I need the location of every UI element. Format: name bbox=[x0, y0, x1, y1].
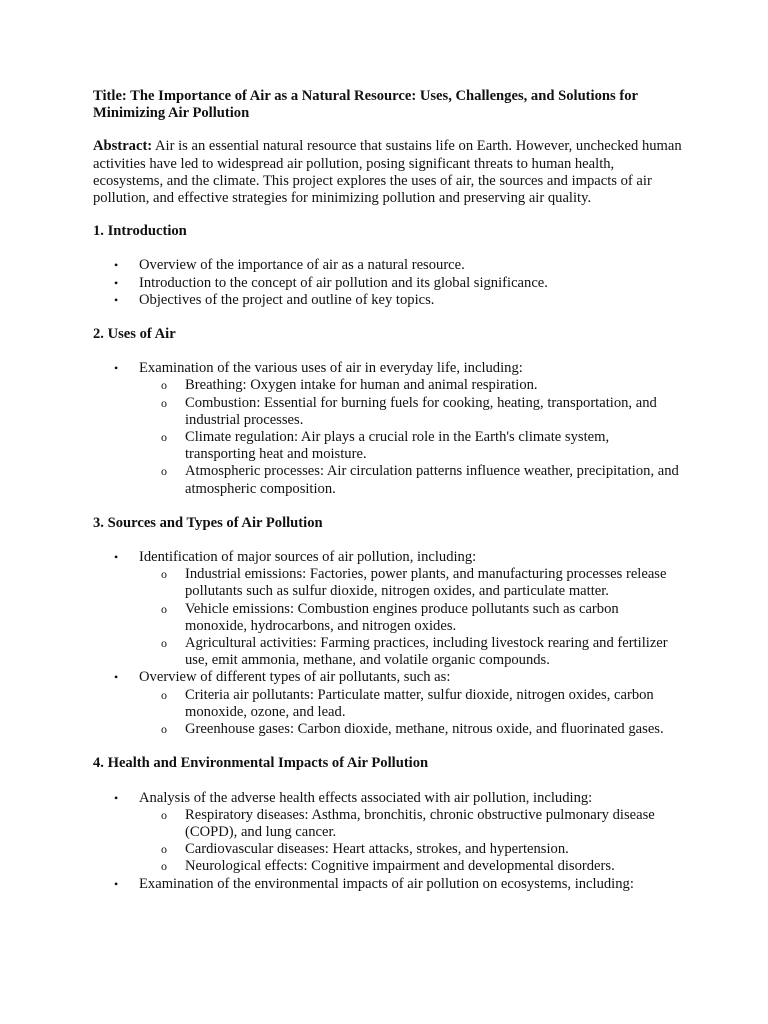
section-heading: 4. Health and Environmental Impacts of Air Pollution bbox=[93, 755, 429, 772]
sub-list-item-text: Agricultural activities: Farming practices, including livestock rearing and fertilizer use, emit ammonia, methane, and volatile organic compounds. bbox=[185, 635, 668, 669]
circle-bullet-icon: o bbox=[161, 464, 167, 479]
sub-list-item bbox=[139, 841, 683, 858]
section-heading: 2. Uses of Air bbox=[93, 326, 176, 343]
sub-bullet-list bbox=[139, 566, 683, 669]
abstract-text: Air is an essential natural resource that sustains life on Earth. However, unchecked human activities have led to widespread air pollution, posing significant threats to human health, ecosystems, and the climate. This project explores the uses of air, the sources and impacts of air pollution, and effective strategies for minimizing pollution and preserving air quality. bbox=[93, 138, 682, 207]
list-item bbox=[93, 790, 683, 876]
circle-bullet-icon: o bbox=[161, 378, 167, 393]
sub-bullet-list bbox=[139, 687, 683, 739]
abstract-label: Abstract: bbox=[93, 138, 153, 155]
sub-list-item bbox=[139, 463, 683, 497]
sub-list-item bbox=[139, 687, 683, 721]
abstract-paragraph bbox=[93, 138, 683, 207]
list-item-text: Overview of the importance of air as a natural resource. bbox=[139, 257, 465, 274]
circle-bullet-icon: o bbox=[161, 636, 167, 651]
list-item-text: Analysis of the adverse health effects associated with air pollution, including: bbox=[139, 789, 593, 806]
list-item bbox=[93, 257, 683, 274]
list-item bbox=[93, 292, 683, 309]
circle-bullet-icon: o bbox=[161, 567, 167, 582]
list-item-text: Examination of the various uses of air in everyday life, including: bbox=[139, 360, 523, 377]
sub-list-item bbox=[139, 601, 683, 635]
bullet-icon: • bbox=[114, 876, 119, 891]
sub-list-item bbox=[139, 429, 683, 463]
bullet-icon: • bbox=[114, 258, 119, 273]
sections-container bbox=[93, 223, 683, 893]
section-heading: 3. Sources and Types of Air Pollution bbox=[93, 514, 323, 531]
circle-bullet-icon: o bbox=[161, 859, 167, 874]
sub-list-item-text: Cardiovascular diseases: Heart attacks, strokes, and hypertension. bbox=[185, 841, 569, 858]
sub-list-item-text: Neurological effects: Cognitive impairment and developmental disorders. bbox=[185, 858, 615, 875]
circle-bullet-icon: o bbox=[161, 601, 167, 616]
list-item-text: Objectives of the project and outline of key topics. bbox=[139, 291, 435, 308]
sub-list-item-text: Vehicle emissions: Combustion engines produce pollutants such as carbon monoxide, hydrocarbons, and nitrogen oxides. bbox=[185, 600, 619, 634]
sub-list-item bbox=[139, 377, 683, 394]
circle-bullet-icon: o bbox=[161, 687, 167, 702]
bullet-list bbox=[93, 360, 683, 498]
sub-bullet-list bbox=[139, 807, 683, 876]
sub-list-item bbox=[139, 395, 683, 429]
circle-bullet-icon: o bbox=[161, 395, 167, 410]
list-item-text: Examination of the environmental impacts of air pollution on ecosystems, including: bbox=[139, 875, 634, 892]
document-title: Title: The Importance of Air as a Natural Resource: Uses, Challenges, and Solutions for Minimizing Air Pollution bbox=[93, 88, 638, 122]
sub-list-item-text: Combustion: Essential for burning fuels for cooking, heating, transportation, and industrial processes. bbox=[185, 394, 657, 428]
sub-list-item bbox=[139, 635, 683, 669]
sub-list-item bbox=[139, 858, 683, 875]
sub-list-item-text: Respiratory diseases: Asthma, bronchitis, chronic obstructive pulmonary disease (COPD), and lung cancer. bbox=[185, 806, 655, 840]
circle-bullet-icon: o bbox=[161, 807, 167, 822]
bullet-icon: • bbox=[114, 292, 119, 307]
list-item bbox=[93, 876, 683, 893]
sub-list-item bbox=[139, 566, 683, 600]
sub-list-item-text: Breathing: Oxygen intake for human and animal respiration. bbox=[185, 377, 538, 394]
circle-bullet-icon: o bbox=[161, 722, 167, 737]
sub-list-item bbox=[139, 807, 683, 841]
list-item-text: Identification of major sources of air pollution, including: bbox=[139, 549, 477, 566]
bullet-icon: • bbox=[114, 361, 119, 376]
list-item bbox=[93, 549, 683, 669]
document-page bbox=[93, 88, 683, 910]
sub-list-item-text: Climate regulation: Air plays a crucial role in the Earth's climate system, transporting heat and moisture. bbox=[185, 429, 610, 463]
list-item bbox=[93, 275, 683, 292]
list-item bbox=[93, 669, 683, 738]
sub-list-item-text: Criteria air pollutants: Particulate matter, sulfur dioxide, nitrogen oxides, carbon monoxide, ozone, and lead. bbox=[185, 686, 654, 720]
bullet-icon: • bbox=[114, 550, 119, 565]
bullet-list bbox=[93, 790, 683, 893]
bullet-icon: • bbox=[114, 790, 119, 805]
section-heading: 1. Introduction bbox=[93, 223, 187, 240]
list-item-text: Overview of different types of air pollutants, such as: bbox=[139, 669, 451, 686]
bullet-list bbox=[93, 549, 683, 738]
list-item bbox=[93, 360, 683, 498]
sub-list-item-text: Atmospheric processes: Air circulation patterns influence weather, precipitation, and atmospheric composition. bbox=[185, 463, 679, 497]
bullet-icon: • bbox=[114, 670, 119, 685]
sub-list-item bbox=[139, 721, 683, 738]
sub-bullet-list bbox=[139, 377, 683, 497]
sub-list-item-text: Greenhouse gases: Carbon dioxide, methane, nitrous oxide, and fluorinated gases. bbox=[185, 721, 664, 738]
bullet-list bbox=[93, 257, 683, 309]
circle-bullet-icon: o bbox=[161, 842, 167, 857]
sub-list-item-text: Industrial emissions: Factories, power plants, and manufacturing processes release pollutants such as sulfur dioxide, nitrogen oxides, and particulate matter. bbox=[185, 566, 667, 600]
circle-bullet-icon: o bbox=[161, 430, 167, 445]
bullet-icon: • bbox=[114, 275, 119, 290]
list-item-text: Introduction to the concept of air pollution and its global significance. bbox=[139, 274, 548, 291]
